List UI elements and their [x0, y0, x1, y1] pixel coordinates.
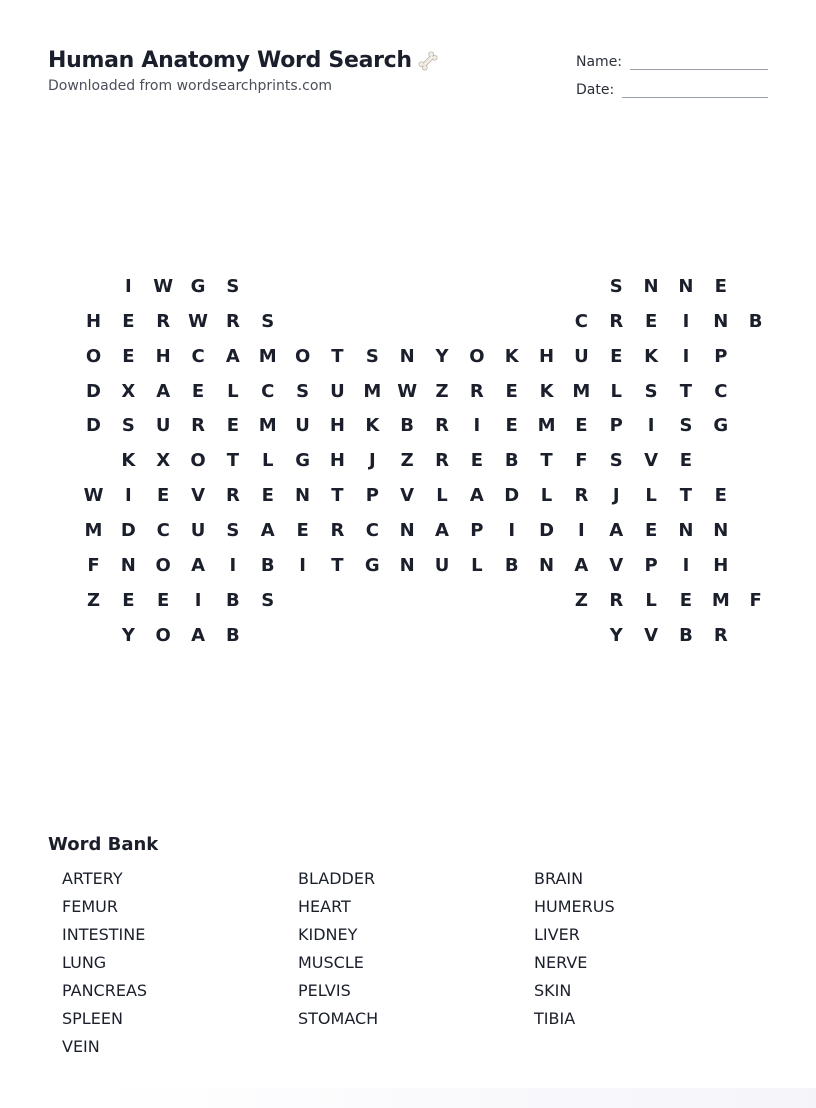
- grid-letter: L: [645, 485, 657, 507]
- source-subtitle: Downloaded from wordsearchprints.com: [48, 78, 333, 94]
- grid-letter: O: [190, 450, 206, 472]
- grid-letter: V: [191, 485, 206, 507]
- grid-letter: E: [575, 415, 588, 437]
- grid-letter: N: [678, 519, 694, 541]
- grid-letter: E: [261, 485, 274, 507]
- grid-letter: E: [122, 345, 135, 367]
- page-edge-shadow: [96, 1088, 816, 1108]
- grid-letter: C: [574, 310, 588, 332]
- grid-letter: O: [294, 345, 311, 367]
- grid-letter: U: [155, 415, 171, 437]
- name-line[interactable]: [630, 54, 768, 70]
- grid-letter: M: [84, 519, 103, 541]
- grid-letter: C: [714, 380, 728, 402]
- grid-letter: B: [504, 554, 519, 576]
- grid-letter: I: [508, 519, 516, 541]
- grid-letter: T: [331, 345, 344, 367]
- word-bank-title: Word Bank: [48, 834, 159, 855]
- grid-letter: D: [120, 519, 136, 541]
- grid-letter: B: [226, 589, 240, 611]
- grid-letter: C: [156, 519, 170, 541]
- grid-letter: U: [574, 345, 589, 367]
- grid-letter: I: [682, 310, 690, 332]
- word-bank-item: TIBIA: [534, 1009, 576, 1028]
- grid-letter: H: [329, 450, 345, 472]
- grid-letter: X: [156, 450, 171, 472]
- grid-letter: D: [86, 380, 101, 402]
- grid-letter: I: [229, 554, 237, 576]
- grid-letter: F: [575, 450, 588, 472]
- grid-letter: K: [539, 380, 554, 402]
- grid-letter: K: [365, 415, 380, 437]
- grid-letter: O: [155, 554, 171, 576]
- grid-letter: E: [157, 485, 170, 507]
- grid-letter: I: [682, 345, 690, 367]
- grid-letter: E: [679, 589, 693, 611]
- grid-letter: X: [121, 380, 136, 402]
- grid-letter: U: [330, 380, 345, 402]
- grid-letter: I: [682, 554, 690, 576]
- word-bank-item: BLADDER: [298, 869, 376, 888]
- word-bank-item: MUSCLE: [298, 953, 364, 972]
- word-bank-item: FEMUR: [62, 897, 118, 916]
- grid-letter: H: [85, 310, 102, 332]
- grid-letter: E: [644, 310, 658, 332]
- word-bank-item: KIDNEY: [298, 925, 358, 944]
- grid-letter: M: [363, 380, 382, 402]
- date-line[interactable]: [622, 82, 768, 98]
- grid-letter: O: [155, 624, 171, 646]
- grid-letter: G: [295, 450, 310, 472]
- grid-letter: I: [124, 276, 132, 297]
- grid-letter: E: [714, 485, 727, 507]
- grid-letter: T: [679, 380, 693, 402]
- grid-letter: E: [679, 450, 693, 472]
- grid-letter: N: [643, 276, 659, 297]
- grid-letter: S: [679, 415, 693, 437]
- grid-letter: P: [644, 554, 658, 576]
- grid-letter: L: [540, 485, 553, 507]
- grid-letter: A: [260, 519, 275, 541]
- grid-letter: B: [748, 310, 763, 332]
- grid-letter: T: [331, 485, 344, 507]
- grid-letter: I: [473, 415, 481, 437]
- word-bank-item: LUNG: [62, 953, 107, 972]
- grid-letter: R: [609, 310, 624, 332]
- word-bank-item: HUMERUS: [534, 897, 615, 916]
- grid-letter: U: [434, 554, 450, 576]
- word-bank-item: VEIN: [62, 1037, 100, 1056]
- grid-letter: E: [226, 415, 240, 437]
- grid-letter: M: [258, 345, 277, 367]
- grid-letter: O: [469, 345, 485, 367]
- grid-letter: I: [647, 415, 655, 437]
- grid-letter: P: [470, 519, 484, 541]
- grid-letter: K: [504, 345, 519, 367]
- grid-letter: N: [399, 554, 415, 576]
- grid-letter: I: [578, 519, 585, 541]
- grid-letter: S: [226, 276, 240, 297]
- grid-letter: Y: [121, 624, 135, 646]
- grid-letter: J: [612, 485, 620, 507]
- title-text: Human Anatomy Word Search: [48, 48, 412, 73]
- grid-letter: M: [258, 415, 277, 437]
- grid-letter: L: [471, 554, 483, 576]
- grid-letter: U: [295, 415, 310, 437]
- grid-letter: E: [505, 380, 518, 402]
- worksheet-header: [48, 48, 439, 94]
- grid-letter: S: [261, 589, 275, 611]
- grid-letter: K: [121, 450, 136, 472]
- grid-letter: F: [87, 554, 100, 576]
- grid-letter: E: [505, 415, 518, 437]
- grid-letter: L: [610, 380, 622, 402]
- word-bank-item: HEART: [298, 897, 351, 916]
- grid-letter: I: [299, 554, 306, 576]
- grid-letter: T: [540, 450, 553, 472]
- grid-letter: E: [296, 519, 309, 541]
- word-bank-item: INTESTINE: [62, 925, 146, 944]
- grid-letter: R: [330, 519, 345, 541]
- grid-letter: R: [713, 624, 728, 646]
- grid-letter: U: [190, 519, 206, 541]
- word-bank-item: LIVER: [534, 925, 580, 944]
- grid-letter: R: [609, 589, 624, 611]
- date-field[interactable]: [576, 76, 768, 98]
- grid-letter: Z: [86, 589, 101, 611]
- grid-letter: V: [609, 554, 624, 576]
- grid-letter: P: [365, 485, 379, 507]
- grid-letter: G: [364, 554, 380, 576]
- grid-letter: E: [714, 276, 727, 297]
- word-bank-item: BRAIN: [534, 869, 584, 888]
- grid-letter: H: [539, 345, 555, 367]
- grid-letter: I: [124, 485, 132, 507]
- grid-letter: S: [644, 380, 658, 402]
- word-bank-item: SKIN: [534, 981, 572, 1000]
- grid-letter: G: [713, 415, 729, 437]
- grid-letter: N: [295, 485, 311, 507]
- grid-letter: W: [188, 310, 208, 332]
- name-field[interactable]: [576, 48, 768, 70]
- grid-letter: N: [713, 310, 729, 332]
- grid-letter: E: [157, 589, 170, 611]
- grid-letter: D: [86, 415, 101, 437]
- grid-letter: M: [711, 589, 730, 611]
- grid-letter: G: [190, 276, 206, 297]
- grid-letter: S: [609, 450, 623, 472]
- page-title: [48, 48, 439, 73]
- grid-letter: I: [194, 589, 202, 611]
- grid-letter: D: [539, 519, 555, 541]
- grid-letter: A: [191, 624, 206, 646]
- grid-letter: M: [572, 380, 591, 402]
- grid-letter: A: [469, 485, 484, 507]
- grid-letter: F: [749, 589, 762, 611]
- word-bank-item: SPLEEN: [62, 1009, 123, 1028]
- grid-letter: Y: [435, 345, 449, 367]
- date-label: Date:: [576, 82, 615, 98]
- grid-letter: H: [155, 345, 171, 367]
- grid-letter: E: [122, 589, 135, 611]
- grid-letter: T: [331, 554, 344, 576]
- grid-letter: V: [644, 624, 659, 646]
- word-bank-item: NERVE: [534, 953, 588, 972]
- grid-letter: A: [609, 519, 624, 541]
- grid-letter: T: [226, 450, 240, 472]
- bone-icon: [417, 50, 439, 72]
- grid-letter: L: [436, 485, 448, 507]
- grid-letter: A: [225, 345, 240, 367]
- grid-letter: A: [574, 554, 589, 576]
- grid-letter: E: [122, 310, 135, 332]
- grid-letter: R: [469, 380, 484, 402]
- grid-letter: W: [153, 276, 174, 297]
- grid-letter: R: [191, 415, 205, 437]
- grid-letter: R: [156, 310, 171, 332]
- grid-letter: L: [262, 450, 274, 472]
- grid-letter: A: [435, 519, 449, 541]
- grid-letter: B: [260, 554, 275, 576]
- word-bank-item: STOMACH: [298, 1009, 379, 1028]
- grid-letter: M: [537, 415, 556, 437]
- grid-letter: C: [261, 380, 275, 402]
- grid-letter: Z: [400, 450, 414, 472]
- word-bank-item: PANCREAS: [62, 981, 148, 1000]
- grid-letter: S: [261, 310, 275, 332]
- grid-letter: S: [296, 380, 310, 402]
- grid-letter: J: [368, 450, 376, 472]
- grid-letter: O: [85, 345, 102, 367]
- grid-letter: Z: [435, 380, 449, 402]
- grid-letter: V: [644, 450, 659, 472]
- grid-letter: E: [191, 380, 205, 402]
- grid-letter: D: [504, 485, 520, 507]
- grid-letter: S: [609, 276, 623, 297]
- grid-letter: B: [504, 450, 519, 472]
- grid-letter: N: [120, 554, 136, 576]
- grid-letter: P: [609, 415, 623, 437]
- grid-letter: V: [400, 485, 415, 507]
- grid-letter: R: [574, 485, 589, 507]
- grid-letter: S: [226, 519, 240, 541]
- grid-letter: A: [156, 380, 171, 402]
- grid-letter: P: [714, 345, 728, 367]
- grid-letter: W: [83, 485, 104, 507]
- grid-letter: Y: [609, 624, 623, 646]
- grid-letter: E: [644, 519, 658, 541]
- grid-letter: B: [679, 624, 693, 646]
- grid-letter: K: [644, 345, 659, 367]
- word-bank-item: ARTERY: [62, 869, 123, 888]
- grid-letter: E: [610, 345, 623, 367]
- grid-letter: S: [121, 415, 135, 437]
- word-bank-item: PELVIS: [298, 981, 351, 1000]
- grid-letter: C: [191, 345, 205, 367]
- grid-letter: C: [365, 519, 379, 541]
- grid-letter: L: [645, 589, 657, 611]
- grid-letter: H: [329, 415, 345, 437]
- grid-letter: R: [225, 485, 240, 507]
- grid-letter: B: [226, 624, 240, 646]
- grid-letter: T: [679, 485, 693, 507]
- grid-letter: N: [539, 554, 555, 576]
- name-label: Name:: [576, 54, 623, 70]
- grid-letter: W: [397, 380, 418, 402]
- grid-letter: H: [713, 554, 729, 576]
- grid-letter: N: [399, 519, 415, 541]
- grid-letter: N: [678, 276, 694, 297]
- grid-letter: N: [713, 519, 729, 541]
- grid-letter: R: [435, 415, 449, 437]
- grid-letter: N: [399, 345, 415, 367]
- grid-letter: S: [365, 345, 379, 367]
- grid-letter: A: [191, 554, 206, 576]
- grid-letter: Z: [574, 589, 588, 611]
- student-fields: [576, 48, 768, 104]
- grid-letter: B: [400, 415, 414, 437]
- grid-letter: E: [470, 450, 483, 472]
- grid-letter: R: [225, 310, 240, 332]
- grid-letter: R: [435, 450, 449, 472]
- grid-letter: L: [227, 380, 239, 402]
